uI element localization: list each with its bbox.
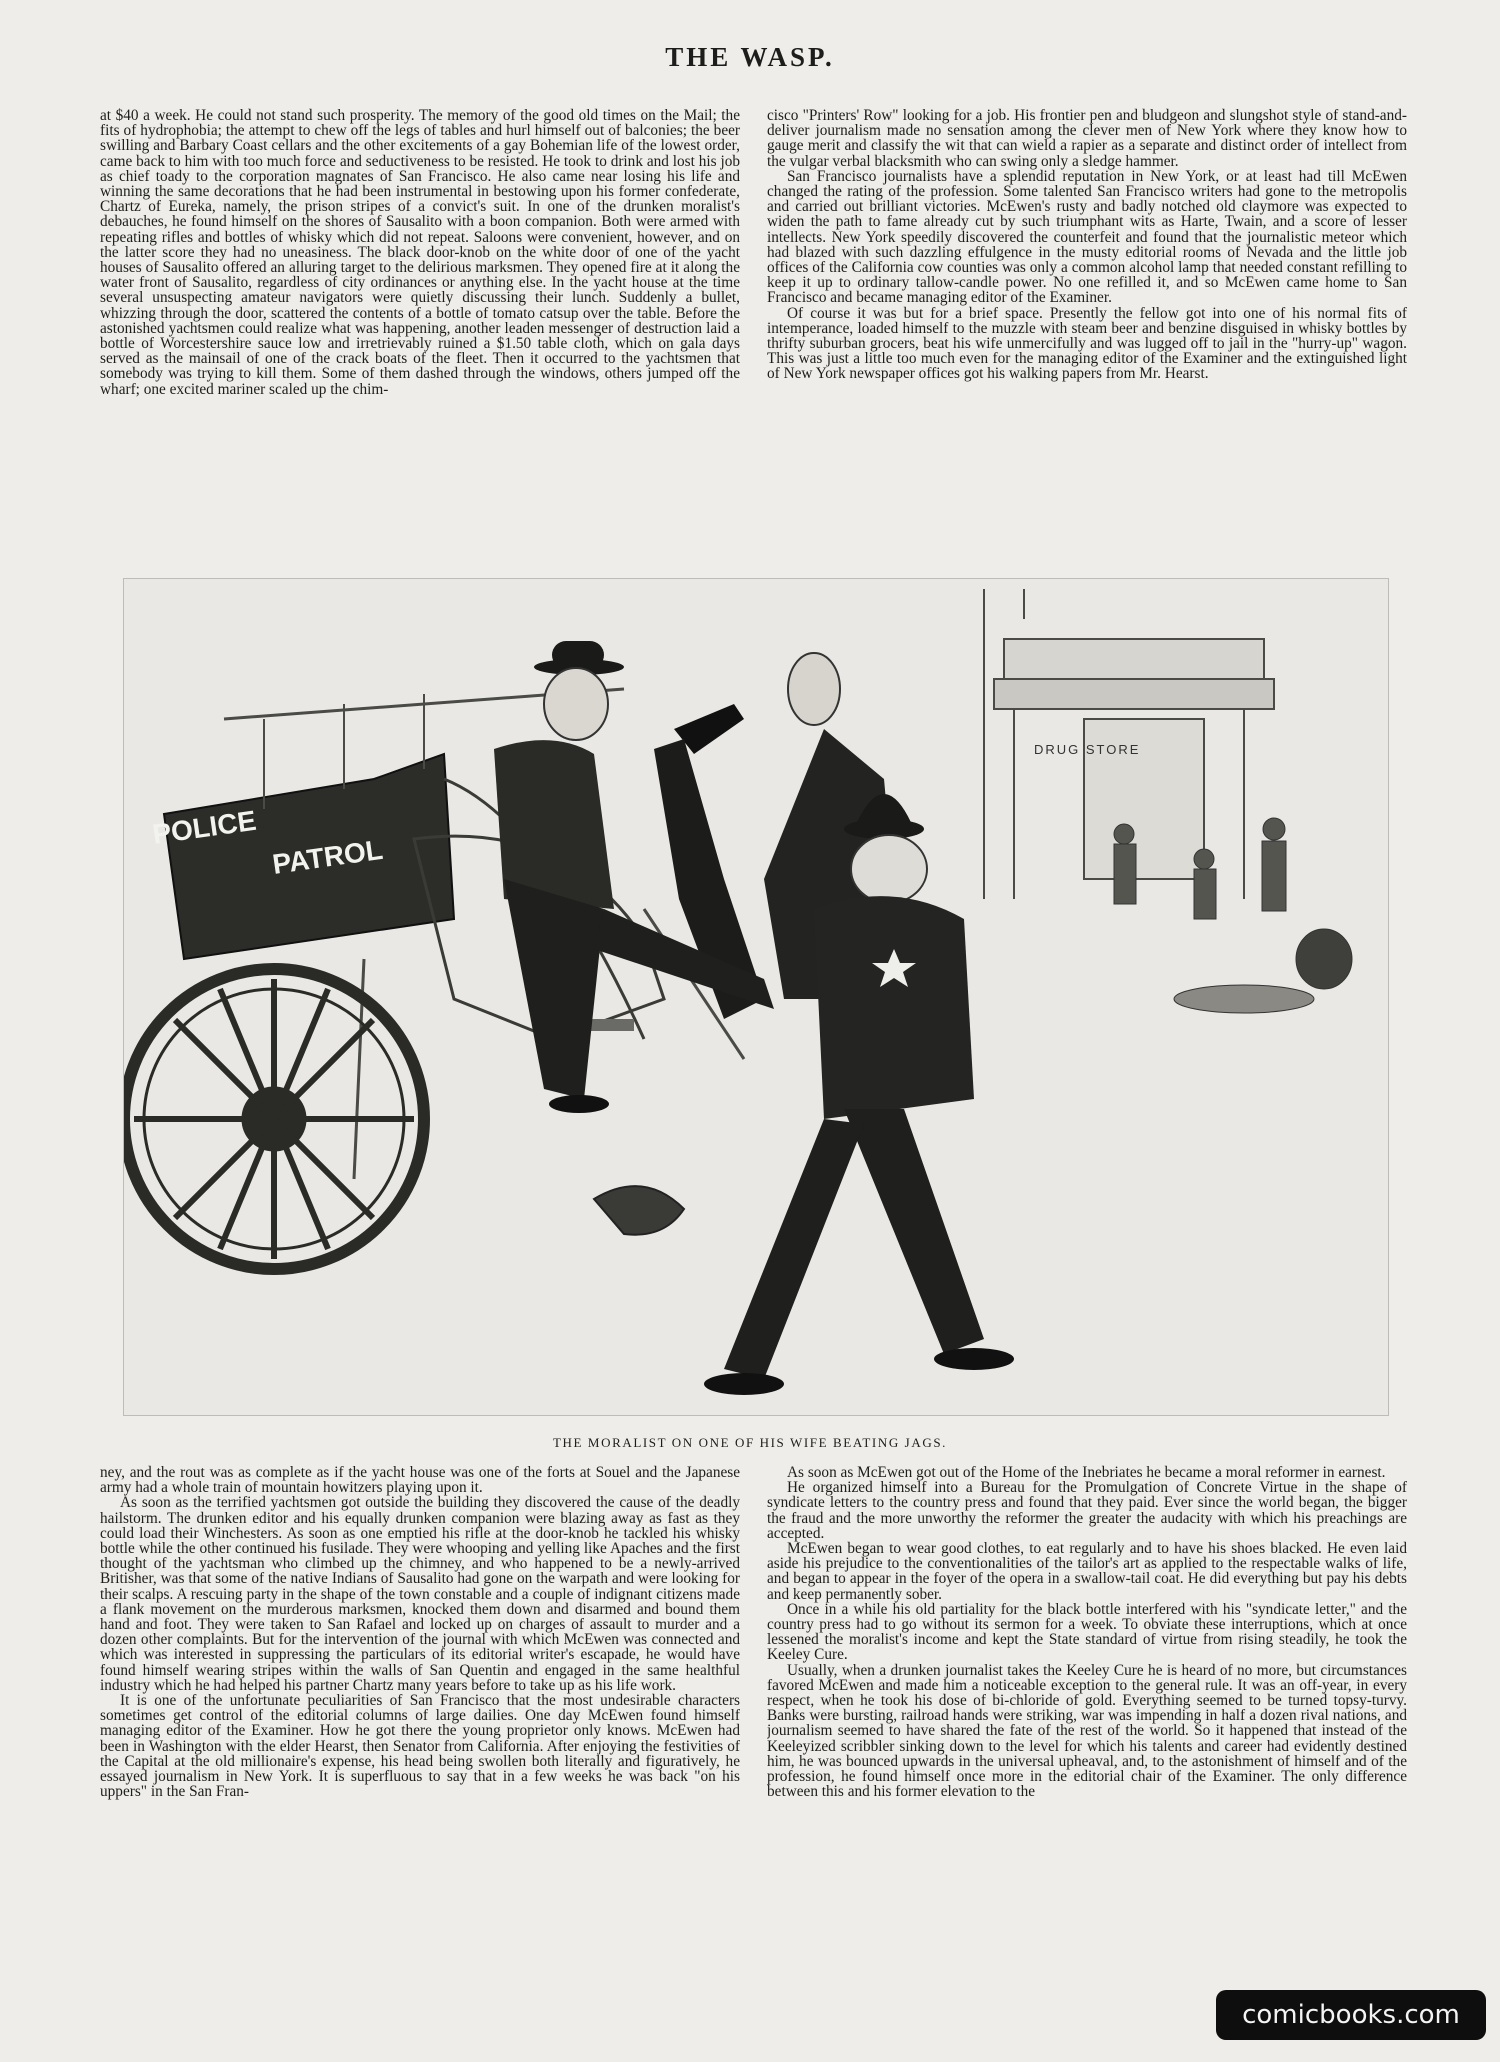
article-column-bottom-left — [100, 1465, 740, 1965]
constable — [704, 794, 1014, 1395]
paragraph: It is one of the unfortunate peculiarities of San Francisco that the most undesirable characters sometimes get control of the editorial columns of large dailies. One day McEwen found himself managing editor of the Examiner. How he got there the young proprietor only knows. McEwen had been in Washington with the elder Hearst, then Senator from California. After enjoying the festivities of the Capital at the old millionaire's expense, his head being swollen both literally and figuratively, he essayed journalism in New York. It is superfluous to say that in a few weeks he was back "on his uppers" in the San Fran- — [100, 1692, 740, 1801]
illustration-caption: THE MORALIST ON ONE OF HIS WIFE BEATING JAGS. — [553, 1435, 947, 1450]
watermark-link[interactable]: comicbooks.com — [1216, 1990, 1486, 2040]
paragraph: ney, and the rout was as complete as if the yacht house was one of the forts at Souel and the Japanese army had a whole train of mountain howitzers playing upon it. — [100, 1465, 740, 1497]
article-column-top-right — [767, 108, 1407, 548]
cartoon-illustration — [123, 578, 1389, 1416]
paragraph: Of course it was but for a brief space. Presently the fellow got into one of his normal fits of intemperance, loaded himself to the muzzle with steam beer and benzine disguised in whisky bottles by thrifty suburban grocers, beat his wife unmercifully and was lugged off to jail in the "hurry-up" wagon. This was just a little too much even for the managing editor of the Examiner and the extinguished light of New York newspaper offices got his walking papers from Mr. Hearst. — [767, 304, 1407, 383]
paragraph: at $40 a week. He could not stand such prosperity. The memory of the good old times on the Mail; the fits of hydrophobia; the attempt to chew off the legs of tables and hurl himself out of balconies; the beer swilling and Barbary Coast cellars and the other excitements of a gay Bohemian life of the lowest order, came back to him with too much force and seductiveness to be resisted. He took to drink and lost his job as chief toady to the corporation magnates of San Francisco. He also came near losing his life and winning the same decorations that he had been instrumental in bestowing upon his former confederate, Chartz of Eureka, namely, the prison stripes of a convict's suit. In one of the drunken moralist's debauches, he found himself on the shores of Sausalito with a boon companion. Both were armed with repeating rifles and bottles of whisky which did not repeat. Saloons were convenient, however, and on the latter score they had no uneasiness. The black door-knob on the white door of one of the yacht houses of Sausalito offered an alluring target to the delirious marksmen. They opened fire at it along the water front of Sausalito, regardless of city ordinances or anything else. In the yacht house at the time several unsuspecting amateur navigators were quietly discussing their lunch. Suddenly a bullet, whizzing through the door, scattered the contents of a bottle of tomato catsup over the table. Before the astonished yachtsmen could realize what was happening, another leaden messenger of destruction laid a bottle of Worcestershire sauce low and irretrievably ruined a $1.50 table cloth, which on gala days served as the mainsail of one of the crack boats of the fleet. Then it occurred to the yachtsmen that somebody was trying to kill them. Some of them dashed through the windows, others jumped off the wharf; one excited mariner scaled up the chim- — [100, 108, 740, 398]
paragraph: He organized himself into a Bureau for the Promulgation of Concrete Virtue in the shape of syndicate letters to the country press and found that they paid. Ever since the world began, the bigger the fraud and the more unworthy the reformer the greater the audacity with which his preachings are accepted. — [767, 1479, 1407, 1542]
shop-sign: DRUG STORE — [1034, 742, 1141, 757]
fallen-hat — [594, 1186, 684, 1235]
wagon-lettering-police: POLICE — [150, 804, 259, 850]
paragraph: cisco "Printers' Row" looking for a job. His frontier pen and bludgeon and slungshot style of stand-and-deliver journalism made no sensation among the clever men of New York where they know how to gauge merit and classify the wit that can wield a rapier as a separate and distinct order of intellect from the vulgar verbal blacksmith who can swing only a sledge hammer. — [767, 108, 1407, 170]
paragraph: As soon as McEwen got out of the Home of the Inebriates he became a moral reformer in earnest. — [787, 1465, 1386, 1481]
paragraph: Once in a while his old partiality for the black bottle interfered with his "syndicate letter," and the country press had to go without its sermon for a week. To obviate these interruptions, which at once lessened the moralist's income and kept the State standard of virtue from rising steadily, he took the Keeley Cure. — [767, 1600, 1407, 1664]
wagon-wheel — [124, 969, 424, 1269]
masthead: THE WASP. — [665, 42, 835, 72]
paragraph: Usually, when a drunken journalist takes the Keeley Cure he is heard of no more, but circumstances favored McEwen and made him a noticeable exception to the general rule. It was an off-year, in every respect, when he took his dose of bi-chloride of gold. Everything seemed to be turned topsy-turvy. Banks were bursting, railroad hands were striking, war was impending in half a dozen rival nations, and journalism seemed to have shared the fate of the rest of the world. So it happened that instead of the Keeleyized scribbler sinking down to the level for which his talents and career had evidently destined him, he was bounced upwards in the universal upheaval, and, to the astonishment of himself and of the profession, he found himself once more in the editorial chair of the Examiner. The only difference between this and his former elevation to the — [767, 1661, 1407, 1801]
article-column-top-left — [100, 108, 740, 548]
wagon-lettering-patrol: PATROL — [270, 833, 385, 880]
paragraph: McEwen began to wear good clothes, to eat regularly and to have his shoes blacked. He even laid aside his prejudice to the conventionalities of the tailor's art as applied to the respectable walks of life, and began to appear in the foyer of the opera in a swallow-tail coat. He did everything but pay his debts and keep permanently sober. — [767, 1540, 1407, 1603]
paragraph: San Francisco journalists have a splendid reputation in New York, or at least had till McEwen changed the rating of the profession. Some talented San Francisco writers had gone to the metropolis and carried out brilliant victories. McEwen's rusty and badly notched old claymore was expected to widen the path to fame already cut by such triumphant wits as Harte, Twain, and a score of lesser intellects. New York speedily discovered the counterfeit and found that the journalistic meteor which had blazed with such dazzling effulgence in the musty editorial rooms of Nevada and the little job offices of the California cow counties was only a common alcohol lamp that needed constant refilling to keep it up to ordinary tallow-candle power. No one refilled it, and so McEwen came home to San Francisco and became managing editor of the Examiner. — [767, 167, 1407, 307]
seated-policeman — [494, 641, 624, 1113]
article-column-bottom-right — [767, 1465, 1407, 1965]
paragraph: As soon as the terrified yachtsmen got outside the building they discovered the cause of the deadly hailstorm. The drunken editor and his equally drunken companion were blazing away as fast as they could load their Winchesters. As soon as one emptied his rifle at the door-knob he tackled his whisky bottle while the other continued his fusilade. They were whooping and yelling like Apaches and the first thought of the yachtsman who climbed up the chimney, and who happened to be a newly-arrived Britisher, was that some of the native Indians of Sausalito had gone on the warpath and were looking for their scalps. A rescuing party in the shape of the town constable and a couple of indignant citizens made a flank movement on the murderous marksmen, knocked them down and disarmed and bound them hand and foot. They were taken to San Rafael and locked up on charges of assault to murder and a dozen other complaints. But for the intervention of the journal with which McEwen was connected and which was interested in suppressing the particulars of its editorial writer's escapade, he would have found himself wearing stripes within the walls of San Quentin and engaged in the same healthful industry which he had helped his partner Chartz many years before to take up as his life work. — [100, 1494, 740, 1694]
